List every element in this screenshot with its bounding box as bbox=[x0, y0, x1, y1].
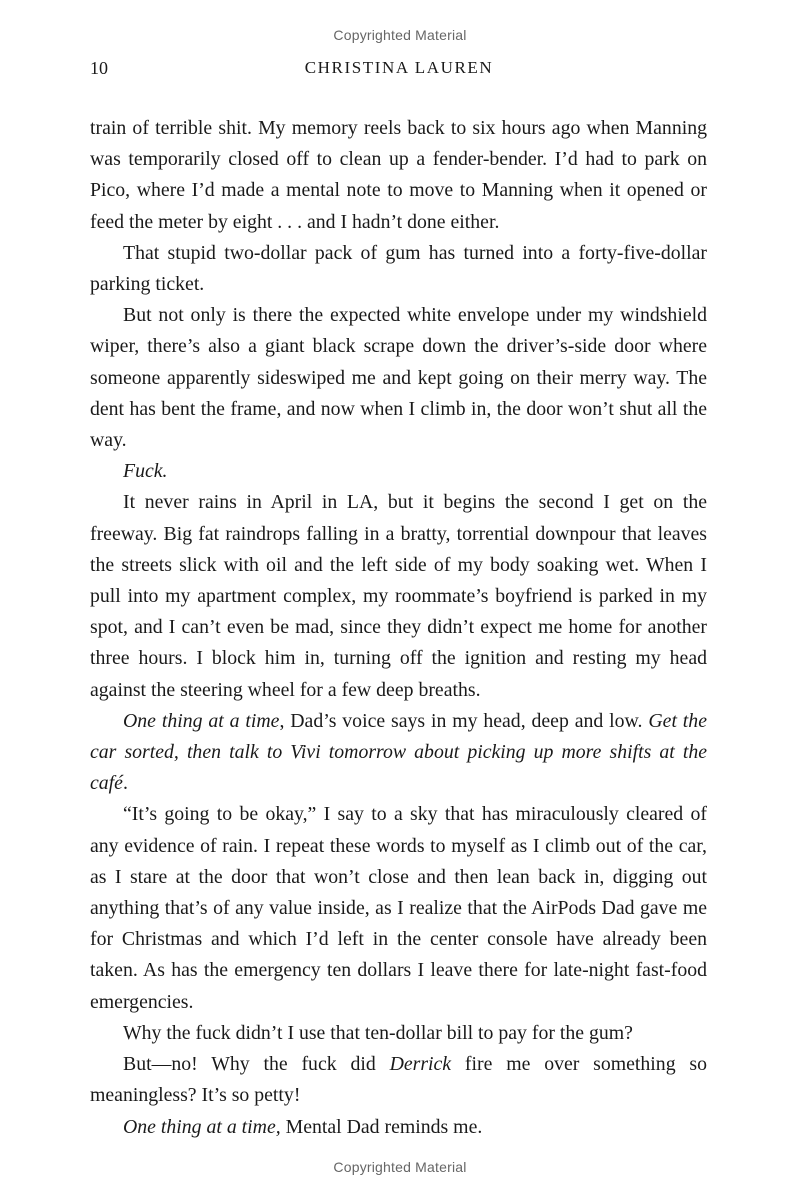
paragraph-5: It never rains in April in LA, but it begins the second I get on the freeway. Big fat raindrops falling in a bratty, torrential downpour that leaves the streets slick with oil and the left side of my body soaking wet. When I pull into my apartment complex, my roommate’s boyfriend is parked in my spot, and I can’t even be mad, since they didn’t expect me home for another three hours. I block him in, turning off the ignition and resting my head against the steering wheel for a few deep breaths. bbox=[90, 491, 707, 701]
paragraph-6-roman-2: . bbox=[122, 772, 128, 795]
paragraph-10 bbox=[90, 1112, 707, 1143]
paragraph-1: train of terrible shit. My memory reels back to six hours ago when Manning was temporarily closed off to clean up a fender-bender. I’d had to park on Pico, where I’d made a mental note to move to Manning when it opened or feed the meter by eight . . . and I hadn’t done either. bbox=[90, 117, 707, 233]
paragraph-2: That stupid two-dollar pack of gum has turned into a forty-five-dollar parking ticket. bbox=[90, 241, 707, 296]
running-head bbox=[90, 58, 708, 82]
paragraph-6-italic-2: Get the car sorted, then talk to Vivi tomorrow about picking up more shifts at the café bbox=[90, 709, 707, 795]
paragraph-9 bbox=[90, 1049, 707, 1111]
paragraph-3: But not only is there the expected white envelope under my windshield wiper, there’s also a giant black scrape down the driver’s-side door where someone apparently sideswiped me and kept going on their merry way. The dent has bent the frame, and now when I climb in, the door won’t shut all the way. bbox=[90, 304, 707, 452]
paragraph-10-roman-1: Mental Dad reminds me. bbox=[280, 1115, 483, 1138]
paragraph-6-italic-1: One thing at a time bbox=[123, 709, 280, 732]
paragraph-8: Why the fuck didn’t I use that ten-dollar bill to pay for the gum? bbox=[123, 1021, 633, 1044]
paragraph-4 bbox=[90, 456, 707, 487]
paragraph-6-roman-1: , Dad’s voice says in my head, deep and low. bbox=[279, 709, 649, 732]
paragraph-9-italic-1: Derrick bbox=[389, 1053, 452, 1076]
paragraph-9-roman-2: fire me over something so meaningless? It’s so petty! bbox=[90, 1053, 707, 1107]
paragraph-9-roman-1: But—no! Why the fuck did bbox=[123, 1053, 390, 1076]
copyright-watermark-bottom: Copyrighted Material bbox=[333, 1159, 467, 1175]
page-number: 10 bbox=[90, 58, 108, 78]
paragraph-10-italic-1: One thing at a time, bbox=[123, 1115, 281, 1138]
running-head-author: CHRISTINA LAUREN bbox=[304, 58, 494, 77]
copyright-watermark-top: Copyrighted Material bbox=[333, 27, 467, 43]
body-text bbox=[90, 113, 707, 1143]
paragraph-6 bbox=[90, 706, 707, 800]
paragraph-4-italic: Fuck. bbox=[123, 460, 168, 483]
paragraph-7: “It’s going to be okay,” I say to a sky that has miraculously cleared of any evidence of rain. I repeat these words to myself as I climb out of the car, as I stare at the door that won’t close and then lean back in, digging out anything that’s of any value inside, as I realize that the AirPods Dad gave me for Christmas and which I’d left in the center console have already been taken. As has the emergency ten dollars I leave there for late-night fast-food emergencies. bbox=[90, 803, 707, 1013]
